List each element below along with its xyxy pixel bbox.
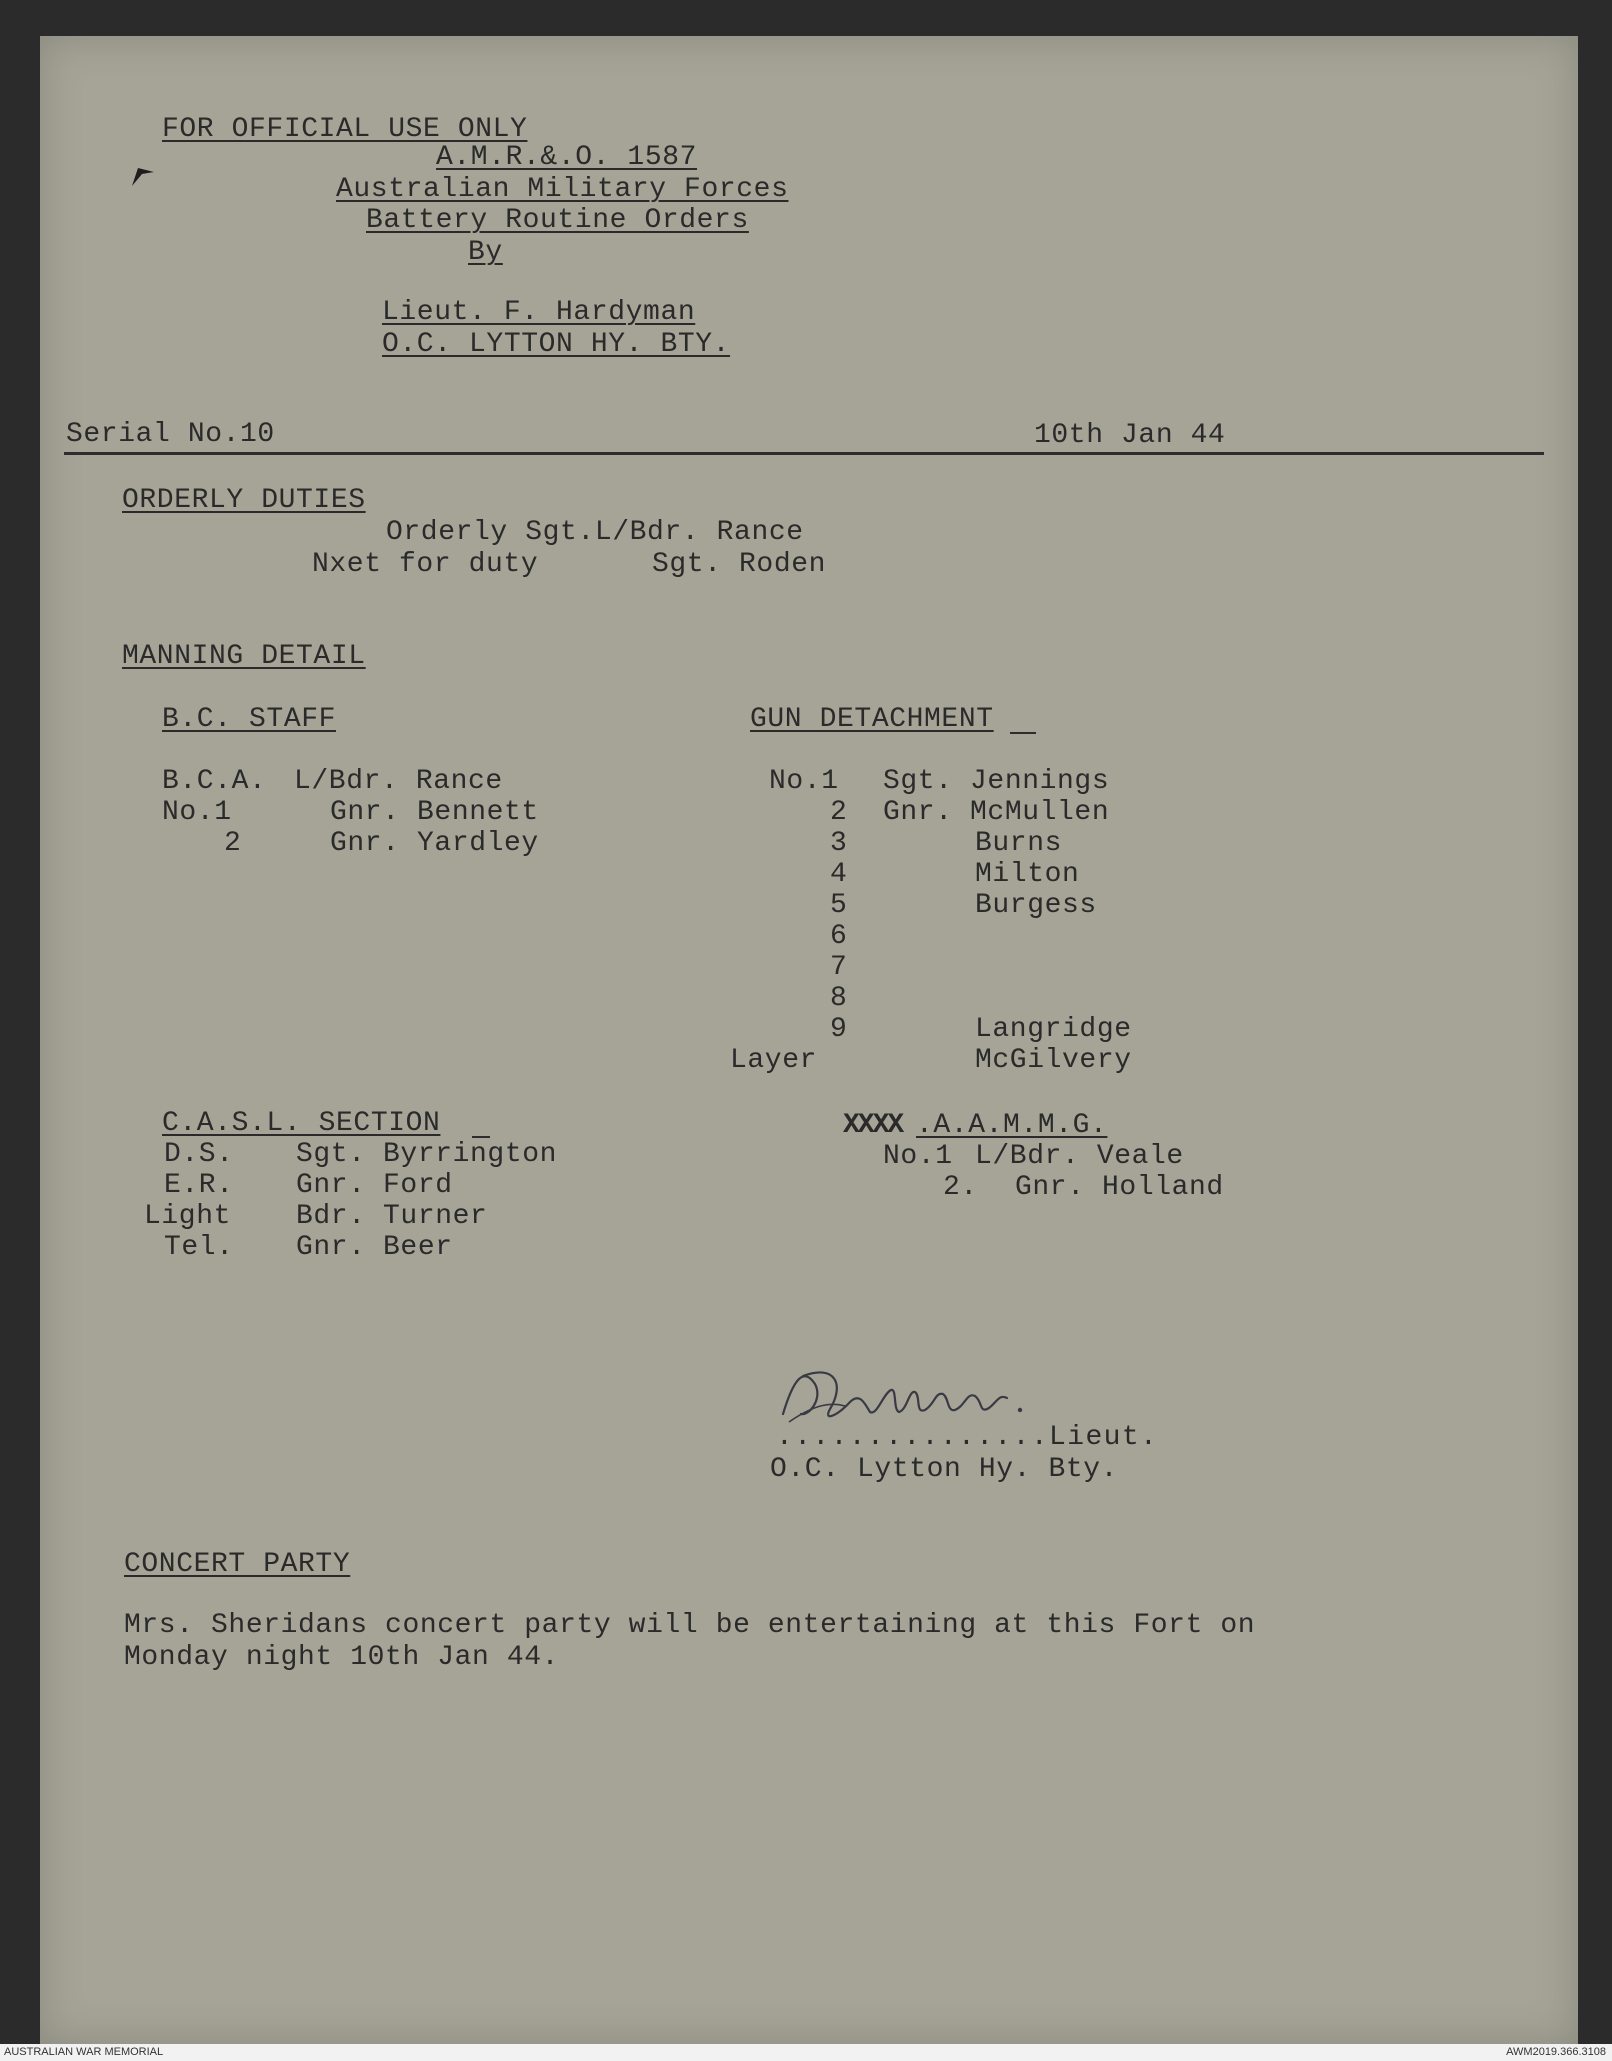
document-page <box>40 36 1578 2044</box>
reference-number: A.M.R.&.O. 1587 <box>436 142 698 173</box>
gun-detachment-number: 2 <box>830 797 848 828</box>
gun-detachment-name: Burns <box>975 828 1063 859</box>
orderly-sergeant: Orderly Sgt.L/Bdr. Rance <box>386 517 804 548</box>
bc-staff-role: 2 <box>224 828 242 859</box>
unit-name: O.C. LYTTON HY. BTY. <box>382 329 731 360</box>
casl-role: E.R. <box>164 1170 234 1201</box>
gun-detachment-underline-extension <box>1010 732 1036 734</box>
gun-detachment-number: 6 <box>830 921 848 952</box>
casl-role: Light <box>144 1201 232 1232</box>
gun-detachment-number: No.1 <box>769 766 839 797</box>
aamg-name: Gnr. Holland <box>1015 1172 1224 1203</box>
concert-party-heading: CONCERT PARTY <box>124 1549 351 1580</box>
casl-name: Bdr. Turner <box>296 1201 488 1232</box>
gun-detachment-number: 8 <box>830 983 848 1014</box>
casl-role: Tel. <box>164 1232 234 1263</box>
punch-mark-icon <box>130 164 156 188</box>
casl-name: Sgt. Byrrington <box>296 1139 558 1170</box>
aamg-name: L/Bdr. Veale <box>975 1141 1184 1172</box>
gun-detachment-name: Milton <box>975 859 1080 890</box>
gun-detachment-heading: GUN DETACHMENT <box>750 704 994 735</box>
gun-detachment-number: Layer <box>730 1045 818 1076</box>
gun-detachment-name: McGilvery <box>975 1045 1132 1076</box>
footer-accession-number: AWM2019.366.3108 <box>1506 2046 1606 2058</box>
gun-detachment-number: 9 <box>830 1014 848 1045</box>
concert-party-line1: Mrs. Sheridans concert party will be entertaining at this Fort on <box>124 1610 1256 1641</box>
footer-institution: AUSTRALIAN WAR MEMORIAL <box>4 2046 164 2058</box>
aamg-number: No.1 <box>883 1141 953 1172</box>
gun-detachment-name: Gnr. McMullen <box>883 797 1110 828</box>
bc-staff-name: L/Bdr. Rance <box>294 766 503 797</box>
gun-detachment-name: Langridge <box>975 1014 1132 1045</box>
orderly-duties-heading: ORDERLY DUTIES <box>122 485 366 516</box>
gun-detachment-number: 3 <box>830 828 848 859</box>
casl-underline-extension <box>472 1136 490 1138</box>
aamg-number: 2. <box>943 1172 978 1203</box>
manning-detail-heading: MANNING DETAIL <box>122 641 366 672</box>
gun-detachment-name: Burgess <box>975 890 1097 921</box>
signature-unit-line: O.C. Lytton Hy. Bty. <box>770 1454 1119 1485</box>
archive-footer <box>0 2044 1612 2061</box>
aamg-struck-text: XXXX <box>843 1110 903 1141</box>
bc-staff-role: No.1 <box>162 797 232 828</box>
by-label: By <box>468 237 503 268</box>
casl-role: D.S. <box>164 1139 234 1170</box>
gun-detachment-name: Sgt. Jennings <box>883 766 1110 797</box>
orders-title: Battery Routine Orders <box>366 205 749 236</box>
signature-rank-line: ...............Lieut. <box>776 1422 1159 1453</box>
aamg-heading: .A.A.M.M.G. <box>916 1110 1108 1141</box>
gun-detachment-number: 5 <box>830 890 848 921</box>
serial-number: Serial No.10 <box>66 419 275 450</box>
bc-staff-name: Gnr. Yardley <box>330 828 539 859</box>
next-for-duty-label: Nxet for duty <box>312 549 539 580</box>
concert-party-line2: Monday night 10th Jan 44. <box>124 1642 560 1673</box>
casl-section-heading: C.A.S.L. SECTION <box>162 1108 441 1139</box>
gun-detachment-number: 4 <box>830 859 848 890</box>
forces-title: Australian Military Forces <box>336 174 789 205</box>
casl-name: Gnr. Beer <box>296 1232 453 1263</box>
serial-divider <box>64 452 1544 455</box>
official-use-label: FOR OFFICIAL USE ONLY <box>162 114 528 145</box>
bc-staff-heading: B.C. STAFF <box>162 704 337 735</box>
next-for-duty-value: Sgt. Roden <box>652 549 827 580</box>
casl-name: Gnr. Ford <box>296 1170 453 1201</box>
bc-staff-name: Gnr. Bennett <box>330 797 539 828</box>
gun-detachment-number: 7 <box>830 952 848 983</box>
officer-name: Lieut. F. Hardyman <box>382 297 696 328</box>
bc-staff-role: B.C.A. <box>162 766 267 797</box>
serial-date: 10th Jan 44 <box>1034 420 1226 451</box>
